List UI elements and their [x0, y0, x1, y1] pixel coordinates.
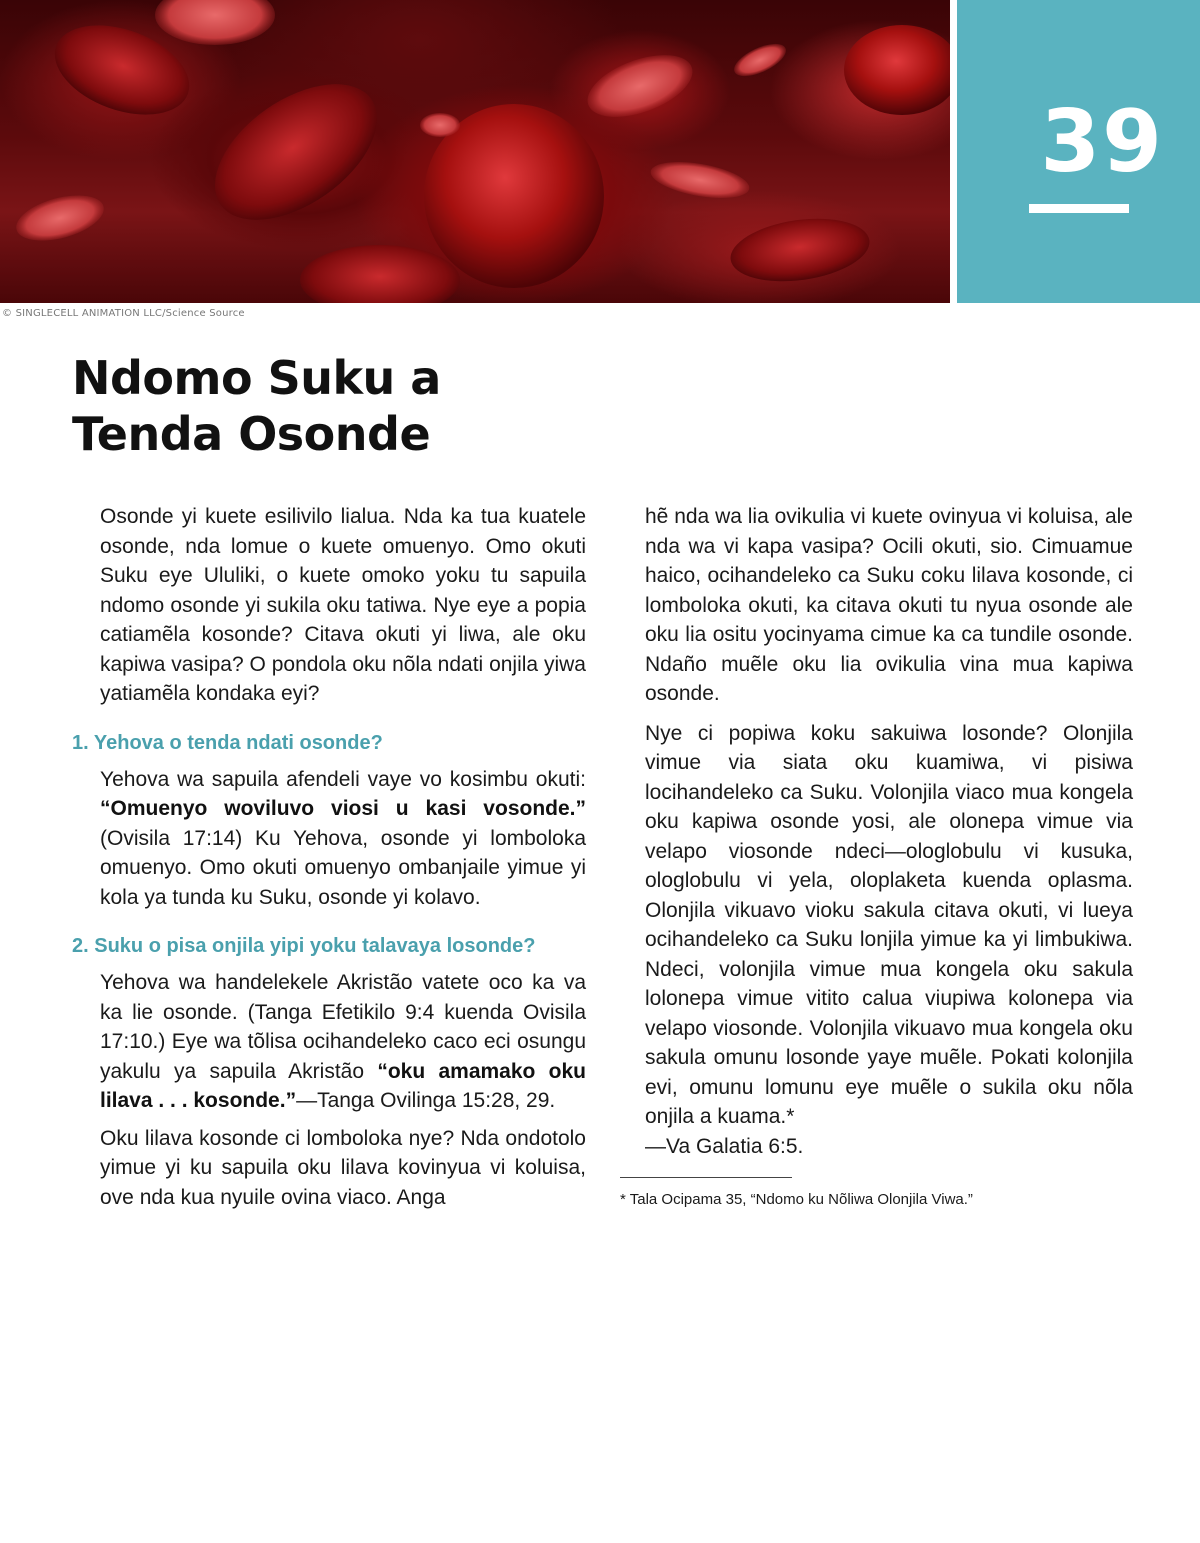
page-title [72, 350, 441, 462]
question-2-quote: “oku amamako oku lilava . . . kosonde.” [100, 1059, 587, 1112]
blood-cells-illustration [0, 0, 950, 303]
lesson-number: 39 [1040, 92, 1164, 192]
question-2-paragraph-2-continued: hẽ nda wa lia ovikulia vi kuete ovinyua vi koluisa, ale nda wa vi kapa vasipa? Ocili okuti, sio. Cimuamue haico, ocihandeleko ca Suku coku lilava kosonde, ci lomboloka okuti, ka citava okuti tu nyua osonde ale oku lia ositu yocinyama cimue ka ca tundile osonde. Ndaño muẽle oku lia ovikulia vina mua kapiwa osonde. [645, 505, 1133, 705]
image-credit: © SINGLECELL ANIMATION LLC/Science Source [2, 308, 245, 319]
page-title-line-2: Tenda Osonde [72, 407, 431, 461]
question-2-text-post: —Tanga Ovilinga 15:28, 29. [296, 1089, 556, 1112]
question-2-text-pre: Yehova wa handelekele Akristão vatete oco ka va ka lie osonde. (Tanga Efetikilo 9:4 kuenda Ovisila 17:10.) Eye wa tõlisa ocihandeleko caco eci osungu yakulu ya sapuila Akristão [100, 971, 586, 1083]
right-column [620, 502, 1133, 1210]
lesson-number-badge [957, 0, 1200, 303]
footnote-divider [620, 1177, 792, 1178]
question-1-quote: “Omuenyo woviluvo viosi u kasi vosonde.” [100, 797, 586, 820]
question-2-paragraph-3-reference: —Va Galatia 6:5. [645, 1134, 804, 1158]
question-1-text-post: (Ovisila 17:14) Ku Yehova, osonde yi lomboloka omuenyo. Omo okuti omuenyo ombanjaile yimue yi kola ya tunda ku Suku, osonde yi kolavo. [100, 826, 586, 909]
question-2-paragraph-2: Oku lilava kosonde ci lomboloka nye? Nda ondotolo yimue yi ku sapuila oku lilava kovinyua vi koluisa, ove nda kua nyuile ovina viaco. Anga [100, 1126, 586, 1209]
question-2-paragraph-3-text: Nye ci popiwa koku sakuiwa losonde? Olonjila vimue via siata oku kuamiwa, vi pisiwa locihandeleko ca Suku. Volonjila viaco mua kongela oku kapiwa osonde yosi, ale olonepa vimue via velapo viosonde ndeci—ologlobulu vi kusuka, ologlobulu vi yela, oloplaketa kuenda oplasma. Olonjila vikuavo vioku sakula citava okuti, vi lueya ocihandeleko ca Suku lonjila yimue ka yi limbukiwa. Ndeci, volonjila vimue mua kongela oku sakula lolonepa vimue vitito calua viupiwa kolonepa via velapo viosonde. Volonjila vikuavo mua kongela oku sakula omunu losonde yaye muẽle. Pokati kolonjila evi, omunu lomunu eye muẽle o sukila oku nõla onjila a kuama.* [645, 721, 1133, 1128]
intro-paragraph: Osonde yi kuete esilivilo lialua. Nda ka tua kuatele osonde, nda lomue o kuete omuenyo. Omo okuti Suku eye Ululiki, o kuete omoko yoku tu sapuila ndomo osonde yi sukila oku tatiwa. Nye eye a popia catiamẽla kosonde? Citava okuti yi liwa, ale oku kapiwa vasipa? O pondola oku nõla ndati onjila yiwa yatiamẽla kondaka eyi? [100, 505, 586, 705]
question-2-paragraph-1 [72, 968, 586, 1116]
question-2-heading: 2. Suku o pisa onjila yipi yoku talavaya losonde? [72, 935, 536, 957]
left-column [72, 502, 586, 1220]
footnote: * Tala Ocipama 35, “Ndomo ku Nõliwa Olonjila Viwa.” [620, 1191, 973, 1208]
question-2-paragraph-3 [620, 719, 1133, 1162]
header-image [0, 0, 950, 303]
page-title-line-1: Ndomo Suku a [72, 351, 441, 405]
question-1-heading: 1. Yehova o tenda ndati osonde? [72, 731, 383, 754]
question-1-text-pre: Yehova wa sapuila afendeli vaye vo kosimbu okuti: [100, 767, 586, 791]
lesson-number-underline [1029, 204, 1129, 213]
question-1-paragraph [72, 765, 586, 913]
